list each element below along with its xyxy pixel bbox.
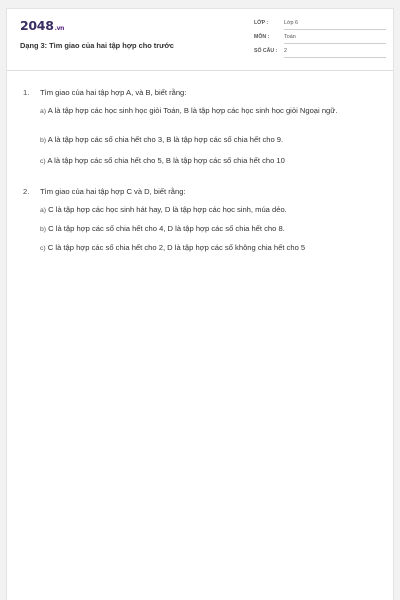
meta-subject-key: MÔN : [254, 34, 270, 40]
question-stem: Tìm giao của hai tập hợp A, và B, biết rằng: [40, 88, 187, 97]
question-option [40, 204, 370, 216]
worksheet-page [6, 8, 394, 600]
option-label: c) [40, 245, 46, 252]
question-option [40, 242, 370, 254]
option-text: C là tập hợp các học sinh hát hay, D là tập hợp các học sinh, múa dẻo. [48, 205, 287, 214]
option-text: A là tập hợp các số chia hết cho 5, B là tập hợp các số chia hết cho 10 [47, 156, 285, 165]
meta-class-value: Lớp 6 [284, 18, 386, 30]
option-label: a) [40, 207, 47, 214]
logo-main: 2048 [20, 18, 54, 33]
question-number: 2. [23, 187, 30, 196]
meta-class-row [254, 18, 386, 31]
worksheet-title: Dạng 3: Tìm giao của hai tập hợp cho trước [20, 41, 174, 50]
option-label: b) [40, 137, 47, 144]
meta-subject-value: Toán [284, 32, 386, 44]
option-text: C là tập hợp các số chia hết cho 2, D là tập hợp các số không chia hết cho 5 [47, 243, 306, 252]
option-text: C là tập hợp các số chia hết cho 4, D là tập hợp các số chia hết cho 8. [48, 224, 285, 233]
option-label: b) [40, 226, 47, 233]
meta-subject-row [254, 32, 386, 45]
logo-tld: .vn [54, 25, 65, 32]
option-text: A là tập hợp các số chia hết cho 3, B là tập hợp các số chia hết cho 9. [47, 135, 284, 144]
option-text: A là tập hợp các học sinh học giỏi Toán, B là tập hợp các học sinh học giỏi Ngoại ngữ. [47, 106, 338, 115]
meta-count-value: 2 [284, 46, 386, 58]
option-label: a) [40, 108, 47, 115]
worksheet-header [7, 9, 393, 71]
site-logo[interactable] [20, 18, 64, 33]
question-stem: Tìm giao của hai tập hợp C và D, biết rằng: [40, 187, 186, 196]
option-label: c) [40, 158, 46, 165]
question-number: 1. [23, 88, 30, 97]
question-option [40, 134, 370, 146]
question-option [40, 223, 370, 235]
question-option [40, 155, 370, 167]
meta-count-row [254, 46, 386, 59]
question-option [40, 105, 370, 117]
meta-count-key: SỐ CÂU : [254, 48, 278, 54]
meta-class-key: LỚP : [254, 20, 269, 26]
